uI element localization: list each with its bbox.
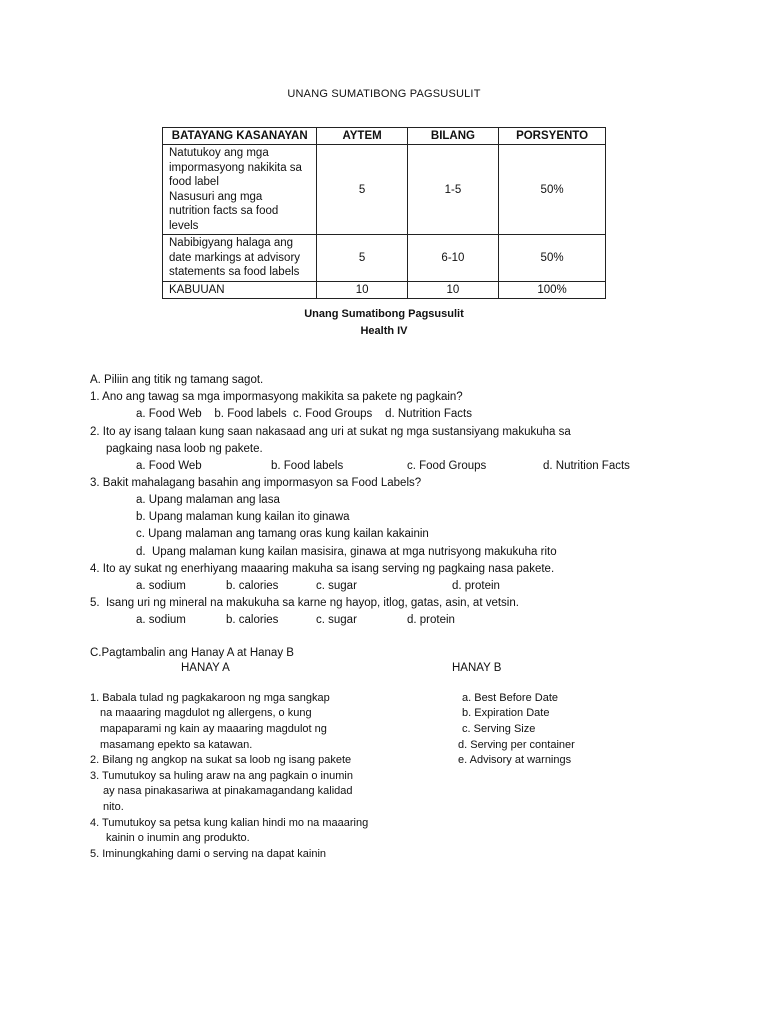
- hanay-b-item: d. Serving per container: [458, 739, 575, 751]
- skill-line: levels: [169, 219, 199, 232]
- skill-line: impormasyong nakikita sa: [169, 161, 302, 174]
- q5-choice-a: a. sodium: [136, 614, 186, 626]
- question-1: 1. Ano ang tawag sa mga impormasyong makikita sa pakete ng pagkain?: [90, 391, 463, 403]
- q2-choice-a: a. Food Web: [136, 460, 202, 472]
- hanay-a-item: 5. Iminungkahing dami o serving na dapat kainin: [90, 848, 327, 860]
- question-4: 4. Ito ay sukat ng enerhiyang maaaring makuha sa isang serving ng pagkaing nasa pakete.: [90, 563, 555, 575]
- hanay-a-item: 4. Tumutukoy sa petsa kung kalian hindi mo na maaaring: [90, 817, 369, 829]
- total-row: [163, 281, 606, 299]
- hanay-a-item: 1. Babala tulad ng pagkakaroon ng mga sangkap: [90, 692, 330, 704]
- skill-cell: [163, 235, 317, 282]
- q5-choice-c: c. sugar: [316, 614, 357, 626]
- total-bilang: 10: [407, 281, 498, 299]
- q5-choice-b: b. calories: [226, 614, 279, 626]
- q3-choice-d: d. Upang malaman kung kailan masisira, ginawa at mga nutrisyong makukuha rito: [136, 546, 557, 558]
- hanay-a-item: 2. Bilang ng angkop na sukat sa loob ng isang pakete: [90, 754, 352, 766]
- hanay-a-item: masamang epekto sa katawan.: [100, 739, 253, 751]
- q2-choice-b: b. Food labels: [271, 460, 344, 472]
- skill-cell: [163, 145, 317, 235]
- q5-choice-d: d. protein: [407, 614, 455, 626]
- aytem-cell: 5: [317, 145, 407, 235]
- total-porsyento: 100%: [499, 281, 606, 299]
- question-3: 3. Bakit mahalagang basahin ang impormasyon sa Food Labels?: [90, 477, 422, 489]
- header-porsyento: PORSYENTO: [499, 128, 606, 145]
- q4-choice-a: a. sodium: [136, 580, 186, 592]
- skill-line: food label: [169, 176, 219, 188]
- part-a-instruction: A. Piliin ang titik ng tamang sagot.: [90, 374, 264, 386]
- skill-line: statements sa food labels: [169, 266, 300, 278]
- skill-line: Nasusuri ang mga: [169, 190, 263, 203]
- hanay-a-item: kainin o inumin ang produkto.: [106, 832, 250, 844]
- question-2-cont: pagkaing nasa loob ng pakete.: [106, 443, 263, 455]
- hanay-a-header: HANAY A: [181, 662, 230, 674]
- skill-line: Nabibigyang halaga ang: [169, 237, 294, 249]
- hanay-b-item: b. Expiration Date: [462, 707, 550, 719]
- hanay-b-header: HANAY B: [452, 662, 502, 674]
- exam-subject: Health IV: [360, 325, 408, 337]
- q2-choice-d: d. Nutrition Facts: [543, 460, 630, 472]
- skill-line: date markings at advisory: [169, 251, 301, 264]
- porsyento-cell: 50%: [499, 235, 606, 282]
- question-5: 5. Isang uri ng mineral na makukuha sa karne ng hayop, itlog, gatas, asin, at vetsin.: [90, 597, 519, 609]
- q3-choice-a: a. Upang malaman ang lasa: [136, 494, 280, 506]
- table-row: [163, 235, 606, 282]
- hanay-b-item: e. Advisory at warnings: [458, 754, 572, 766]
- header-bilang: BILANG: [407, 128, 498, 145]
- hanay-a-item: mapaparami ng kain ay maaaring magdulot ng: [100, 723, 327, 735]
- hanay-a-item: nito.: [103, 801, 124, 813]
- hanay-a-item: ay nasa pinakasariwa at pinakamagandang kalidad: [103, 785, 353, 797]
- q2-choice-c: c. Food Groups: [407, 460, 487, 472]
- document-title: UNANG SUMATIBONG PAGSUSULIT: [287, 88, 481, 100]
- header-batayang-kasanayan: BATAYANG KASANAYAN: [163, 128, 317, 145]
- header-aytem: AYTEM: [317, 128, 407, 145]
- question-2: 2. Ito ay isang talaan kung saan nakasaad ang uri at sukat ng mga sustansiyang makukuha sa: [90, 426, 571, 438]
- total-aytem: 10: [317, 281, 407, 299]
- q3-choice-b: b. Upang malaman kung kailan ito ginawa: [136, 511, 350, 523]
- question-1-choices: a. Food Web b. Food labels c. Food Groups d. Nutrition Facts: [136, 408, 472, 420]
- q3-choice-c: c. Upang malaman ang tamang oras kung kailan kakainin: [136, 528, 429, 540]
- skill-line: nutrition facts sa food: [169, 205, 279, 217]
- table-header-row: [163, 128, 606, 145]
- porsyento-cell: 50%: [499, 145, 606, 235]
- total-label: KABUUAN: [163, 281, 317, 299]
- q4-choice-c: c. sugar: [316, 580, 357, 592]
- part-c-instruction: C.Pagtambalin ang Hanay A at Hanay B: [90, 647, 294, 659]
- skill-line: Natutukoy ang mga: [169, 147, 269, 159]
- hanay-b-item: c. Serving Size: [462, 723, 536, 735]
- hanay-a-item: na maaaring magdulot ng allergens, o kung: [100, 707, 312, 719]
- q4-choice-d: d. protein: [452, 580, 500, 592]
- q4-choice-b: b. calories: [226, 580, 279, 592]
- table-row: [163, 145, 606, 235]
- table-of-specifications: [162, 127, 606, 299]
- exam-subtitle: Unang Sumatibong Pagsusulit: [304, 308, 464, 320]
- aytem-cell: 5: [317, 235, 407, 282]
- hanay-a-item: 3. Tumutukoy sa huling araw na ang pagkain o inumin: [90, 770, 353, 782]
- bilang-cell: 1-5: [407, 145, 498, 235]
- bilang-cell: 6-10: [407, 235, 498, 282]
- hanay-b-item: a. Best Before Date: [462, 692, 558, 704]
